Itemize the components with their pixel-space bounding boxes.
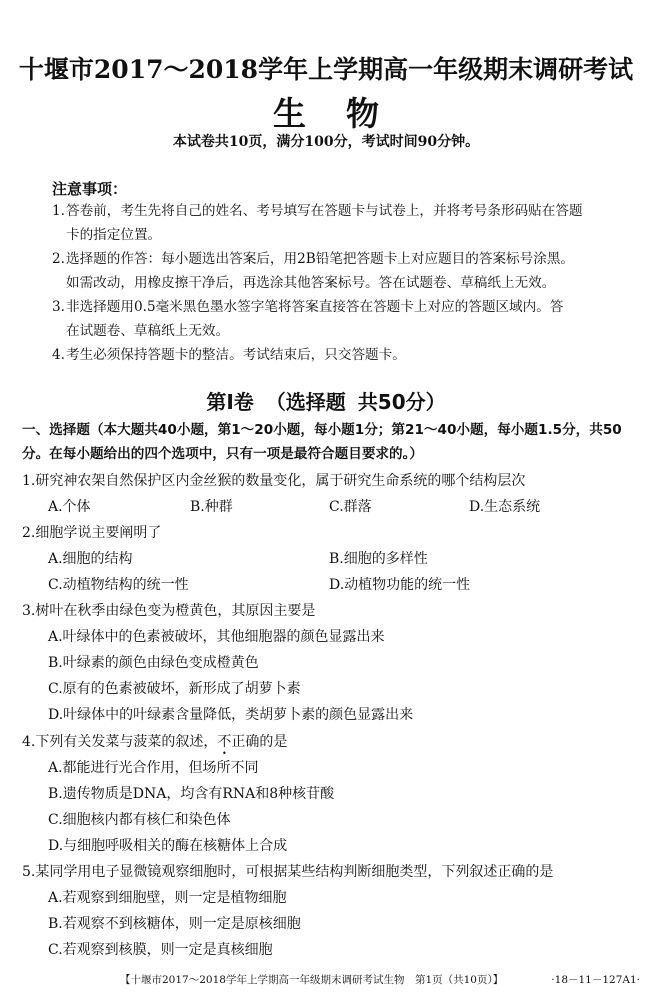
question-stem: 3.树叶在秋季由绿色变为橙黄色，其原因主要是: [22, 603, 316, 619]
note-text: 非选择题用0.5毫米黑色墨水签字笔将答案直接答在答题卡上对应的答题区域内。答: [66, 299, 564, 315]
question-option: A.细胞的结构: [48, 551, 133, 567]
section-title: [0, 386, 652, 415]
question-option: D.生态系统: [469, 499, 541, 515]
note-item: [52, 247, 640, 271]
note-text: 考生必须保持答题卡的整洁。考试结束后，只交答题卡。: [66, 347, 406, 363]
footer-text: 【十堰市2017～2018学年上学期高一年级期末调研考试生物 第1页（共10页）】: [120, 974, 504, 986]
question-option: D.动植物功能的统一性: [329, 577, 471, 593]
question-option: A.叶绿体中的色素被破坏，其他细胞器的颜色显露出来: [48, 629, 385, 645]
question-option: C.若观察到核膜，则一定是真核细胞: [48, 942, 273, 958]
question-stem: [22, 732, 642, 752]
question-option: B.叶绿素的颜色由绿色变成橙黄色: [48, 655, 259, 671]
note-continuation: 在试题卷、草稿纸上无效。: [66, 323, 230, 339]
section-part: 第Ⅰ卷: [206, 390, 254, 414]
notes-heading: 注意事项：: [52, 180, 128, 198]
question-stem: 5.某同学用电子显微镜观察细胞时，可根据某些结构判断细胞类型，下列叙述正确的是: [22, 864, 554, 880]
exam-title: 十堰市2017～2018学年上学期高一年级期末调研考试: [18, 55, 634, 84]
note-number: 1.: [52, 203, 65, 219]
note-continuation: 卡的指定位置。: [66, 227, 162, 243]
question-option: C.动植物结构的统一性: [48, 577, 189, 593]
note-text: 答卷前，考生先将自己的姓名、考号填写在答题卡与试卷上，并将考号条形码贴在答题: [66, 203, 583, 219]
instructions-line: 一、选择题（本大题共40小题，第1～20小题，每小题1分；第21～40小题，每小题1.5分，共50: [22, 422, 622, 438]
question-stem-text: 4.下列有关发菜与菠菜的叙述，: [22, 734, 218, 750]
question-option: C.原有的色素被破坏，新形成了胡萝卜素: [48, 681, 301, 697]
page-footer: [120, 972, 640, 987]
subject-title: 生物: [273, 94, 419, 133]
question-option: A.若观察到细胞壁，则一定是植物细胞: [48, 890, 287, 906]
emphasized-word: 不: [217, 734, 232, 750]
note-number: 4.: [52, 347, 65, 363]
question-option: C.群落: [329, 499, 372, 515]
question-option: A.个体: [48, 499, 91, 515]
note-number: 3.: [52, 299, 65, 315]
note-item: [52, 199, 640, 223]
note-text: 选择题的作答：每小题选出答案后，用2B铅笔把答题卡上对应题目的答案标号涂黑。: [66, 251, 575, 267]
question-option: D.与细胞呼吸相关的酶在核糖体上合成: [48, 838, 288, 854]
question-stem: 1.研究神农架自然保护区内金丝猴的数量变化，属于研究生命系统的哪个结构层次: [22, 473, 526, 489]
section-score: 共50分）: [357, 390, 446, 414]
question-option: D.叶绿体中的叶绿素含量降低，类胡萝卜素的颜色显露出来: [48, 707, 414, 723]
exam-info: 本试卷共10页，满分100分，考试时间90分钟。: [172, 134, 480, 150]
instructions-line: 分。在每小题给出的四个选项中，只有一项是最符合题目要求的。）: [22, 446, 424, 462]
note-item: [52, 343, 640, 367]
question-option: B.种群: [190, 499, 233, 515]
question-stem: 2.细胞学说主要阐明了: [22, 525, 162, 541]
question-option: B.若观察不到核糖体，则一定是原核细胞: [48, 916, 301, 932]
question-option: B.遗传物质是DNA，均含有RNA和8种核苷酸: [48, 786, 335, 802]
question-option: B.细胞的多样性: [329, 551, 428, 567]
question-option: C.细胞核内都有核仁和染色体: [48, 812, 231, 828]
note-item: [52, 295, 640, 319]
note-continuation: 如需改动，用橡皮擦干净后，再选涂其他答案标号。答在试题卷、草稿纸上无效。: [66, 275, 556, 291]
question-option: A.都能进行光合作用，但场所不同: [48, 760, 259, 776]
note-number: 2.: [52, 251, 65, 267]
footer-code: ·18－11－127A1·: [551, 974, 640, 986]
question-stem-text: 正确的是: [231, 734, 288, 750]
section-label: （选择题: [265, 390, 346, 414]
